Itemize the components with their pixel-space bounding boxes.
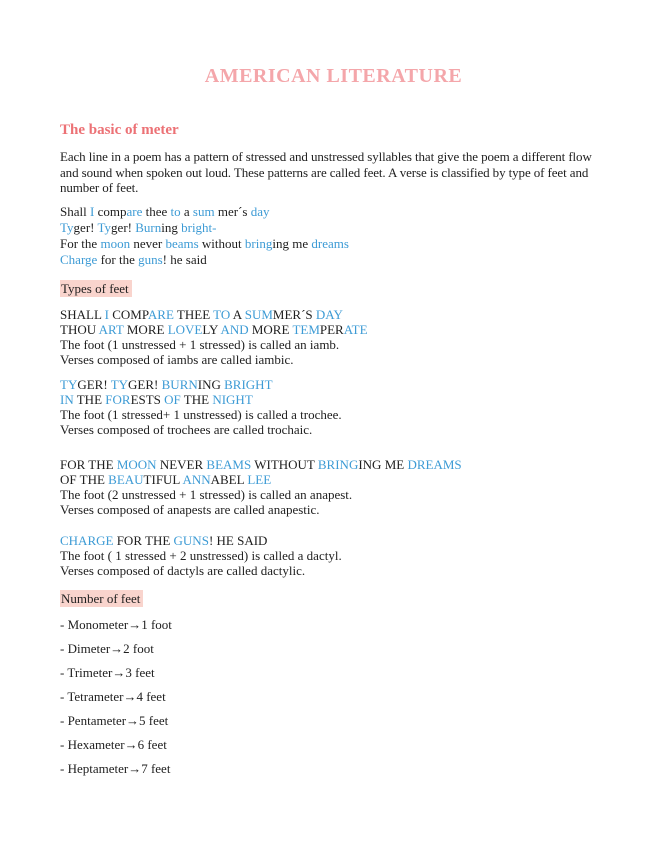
plain-syllable: ing me [272,235,312,251]
intro-paragraph: Each line in a poem has a pattern of stressed and unstressed syllables that give the poem a different flow and sound when spoken out loud. These patterns are called feet. A verse is classified by type of feet and number of feet. [60,149,592,195]
list-item: - Tetrameter→4 feet [60,688,166,704]
poem-line [60,252,607,268]
verse-type-definition: Verses composed of trochees are called trochaic. [60,421,313,437]
stressed-syllable: bring [244,235,273,251]
foot-definition: The foot ( 1 stressed + 2 unstressed) is called a dactyl. [60,547,342,563]
stressed-syllable: ARE [147,306,174,322]
stressed-syllable: LEE [247,471,272,487]
number-of-feet-label-text: Number of feet [60,590,143,607]
plain-syllable: ! HE SAID [208,532,268,548]
types-of-feet-label-text: Types of feet [60,280,132,297]
stressed-syllable: ATE [343,321,368,337]
stressed-syllable: OF [164,391,181,407]
plain-syllable: NEVER [156,456,207,472]
stressed-syllable: Burn [135,219,162,235]
plain-syllable: ! he said [162,251,207,267]
foot-section-trochee [60,377,607,437]
plain-syllable: ger! [111,219,136,235]
plain-syllable: TIFUL [143,471,183,487]
list-item: - Hexameter→6 feet [60,736,167,752]
stressed-syllable: Ty [60,219,74,235]
list-item: - Dimeter→2 foot [60,640,154,656]
stressed-syllable: BRIGHT [224,376,273,392]
plain-syllable: without [198,235,245,251]
basic-of-meter-heading: The basic of meter [60,122,179,138]
stressed-syllable: beams [165,235,199,251]
foot-section-iamb [60,307,607,367]
plain-syllable: GER! [128,376,162,392]
plain-syllable: THEE [173,306,214,322]
plain-syllable: OF THE [60,471,109,487]
number-of-feet-list [60,618,607,776]
plain-syllable: FOR THE [113,532,174,548]
scansion-line [60,392,607,407]
plain-syllable: a [180,203,193,219]
plain-syllable: GER! [77,376,111,392]
types-of-feet-label [60,280,607,297]
scansion-line [60,377,607,392]
poem-line [60,220,607,236]
stressed-syllable: BEAU [108,471,144,487]
plain-syllable: ING [197,376,225,392]
verse-type-definition: Verses composed of anapests are called anapestic. [60,501,320,517]
stressed-syllable: Ty [97,219,112,235]
stressed-syllable: sum [192,203,215,219]
scansion-line [60,457,607,472]
stressed-syllable: SUM [244,306,273,322]
page-title: AMERICAN LITERATURE [204,65,463,87]
poem-line [60,236,607,252]
plain-syllable: comp [94,203,127,219]
list-item: - Pentameter→5 feet [60,712,169,728]
list-item: - Heptameter→7 feet [60,760,171,776]
stressed-syllable: BRING [317,456,359,472]
stressed-syllable: TO [213,306,231,322]
stressed-syllable: Charge [60,251,98,267]
stressed-syllable: NIGHT [212,391,253,407]
stressed-syllable: GUNS [173,532,209,548]
scansion-line [60,322,607,337]
stressed-syllable: AND [220,321,249,337]
plain-syllable: for the [97,251,139,267]
stressed-syllable: TY [110,376,129,392]
stressed-syllable: LOVE [167,321,203,337]
stressed-syllable: BEAMS [206,456,252,472]
stressed-syllable: dreams [311,235,349,251]
plain-syllable: ING ME [358,456,408,472]
scansion-line [60,307,607,322]
plain-syllable: SHALL [60,306,105,322]
stressed-syllable: I [104,306,109,322]
stressed-syllable: MOON [116,456,157,472]
plain-syllable: For the [60,235,101,251]
verse-type-definition: Verses composed of iambs are called iambic. [60,351,294,367]
plain-syllable: THE [73,391,106,407]
stressed-syllable: TEM [292,321,320,337]
foot-definition: The foot (1 stressed+ 1 unstressed) is called a trochee. [60,406,342,422]
plain-syllable: MORE [123,321,168,337]
plain-syllable: PER [319,321,344,337]
stressed-syllable: DREAMS [407,456,462,472]
list-item: - Trimeter→3 feet [60,664,155,680]
plain-syllable: MER´S [272,306,316,322]
scansion-line [60,472,607,487]
foot-definition: The foot (1 unstressed + 1 stressed) is called an iamb. [60,336,340,352]
plain-syllable: mer´s [214,203,251,219]
poem-line [60,204,607,220]
stressed-syllable: day [250,203,270,219]
plain-syllable: never [130,235,166,251]
stressed-syllable: to [170,203,181,219]
number-of-feet-label [60,590,607,607]
stressed-syllable: IN [60,391,74,407]
foot-definition: The foot (2 unstressed + 1 stressed) is called an anapest. [60,486,353,502]
plain-syllable: ing [161,219,182,235]
stressed-syllable: ART [98,321,124,337]
list-item: - Monometer→1 foot [60,616,172,632]
verse-type-definition: Verses composed of dactyls are called dactylic. [60,562,306,578]
plain-syllable: THOU [60,321,99,337]
stressed-syllable: I [89,203,95,219]
stressed-syllable: FOR [105,391,131,407]
sample-poem [60,204,607,268]
plain-syllable: ESTS [130,391,165,407]
foot-section-anapest [60,457,607,517]
stressed-syllable: moon [100,235,131,251]
plain-syllable: FOR THE [60,456,117,472]
stressed-syllable: bright- [181,219,217,235]
stressed-syllable: TY [60,376,78,392]
stressed-syllable: DAY [315,306,343,322]
plain-syllable: A [230,306,245,322]
stressed-syllable: are [126,203,143,219]
stressed-syllable: CHARGE [60,532,114,548]
plain-syllable: LY [202,321,221,337]
plain-syllable: THE [180,391,213,407]
stressed-syllable: BURN [161,376,198,392]
stressed-syllable: guns [138,251,163,267]
plain-syllable: COMP [109,306,148,322]
plain-syllable: ger! [73,219,98,235]
foot-section-dactyl [60,533,607,578]
plain-syllable: MORE [248,321,293,337]
scansion-line [60,533,607,548]
plain-syllable: WITHOUT [251,456,318,472]
plain-syllable: Shall [60,203,90,219]
stressed-syllable: ANN [182,471,211,487]
plain-syllable: thee [142,203,171,219]
plain-syllable: ABEL [210,471,248,487]
